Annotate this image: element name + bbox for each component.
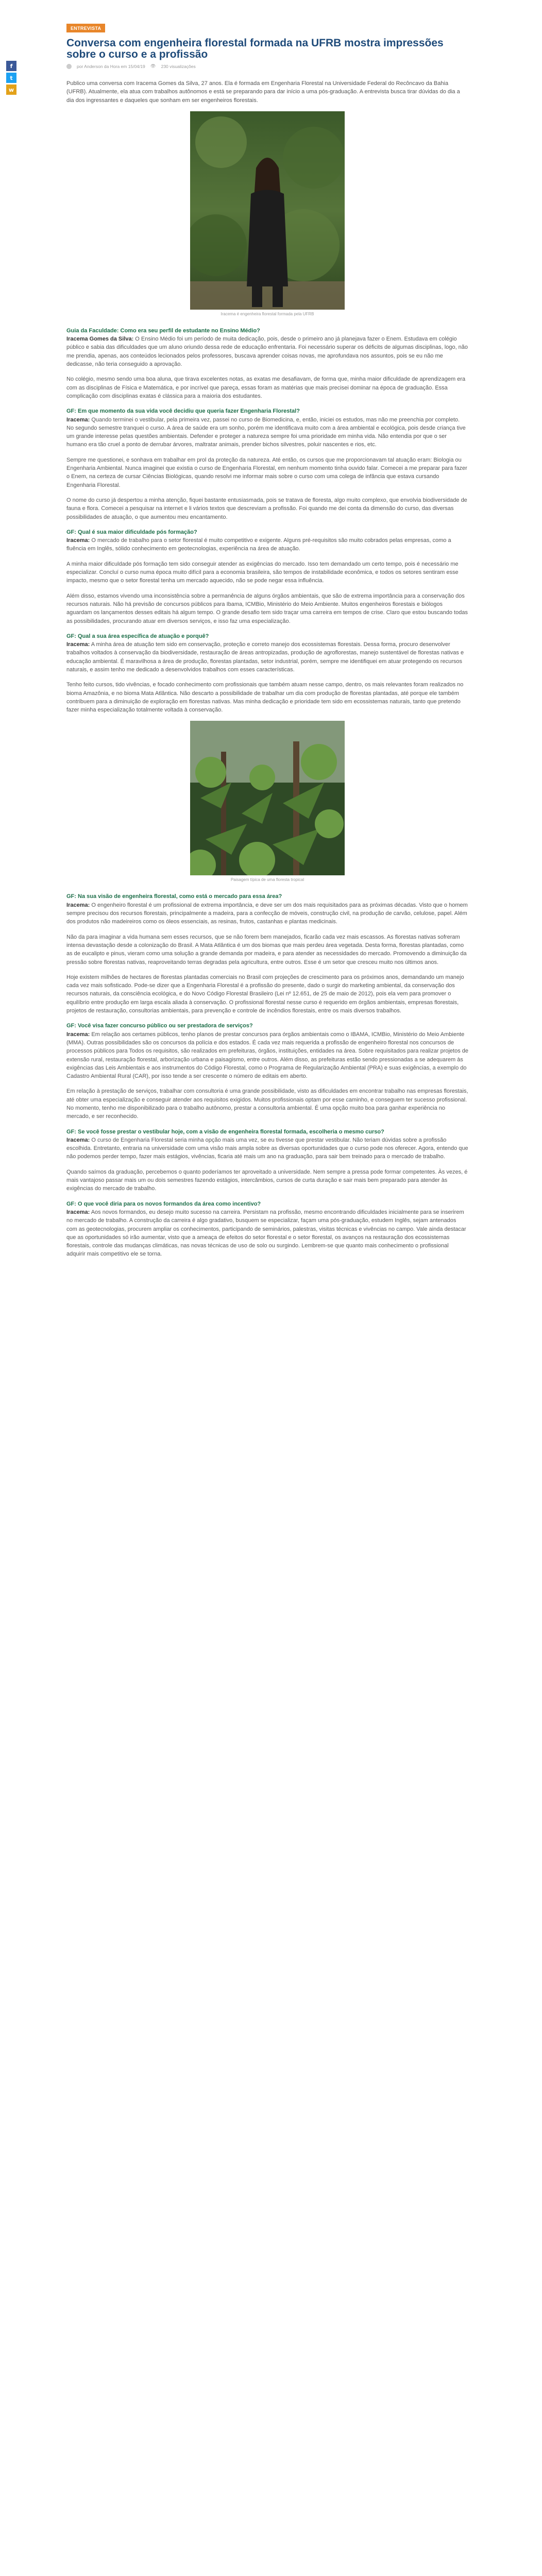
- view-count: 230 visualizações: [161, 63, 196, 69]
- figure-caption: Iracema é engenheira florestal formada pela UFRB: [221, 311, 314, 316]
- interview-paragraph: [66, 528, 468, 553]
- answer-speaker: Iracema:: [66, 1209, 90, 1215]
- answer-text: Além disso, estamos vivendo uma inconsistência sobre a permanência de alguns órgãos ambientais, que são de extrema importância para a conservação dos recursos naturais. Não há previsão de concursos públicos para Ibama, ICMBio, Ministério do Meio Ambiente. Muitos engenheiros florestais e biólogos aguardam os lançamentos desses editais há algum tempo. O grande desafio tem sido traçar uma carreira em tempos de crise. Claro que estou buscando todas as possibilidades, procurando atuar em diversos serviços, e isso faz uma especialização.: [66, 592, 468, 624]
- answer-speaker: Iracema:: [66, 641, 90, 648]
- figure-forest: [66, 721, 468, 882]
- interview-paragraph: [66, 681, 468, 714]
- author-avatar: [66, 64, 72, 69]
- interview-paragraph: [66, 973, 468, 1015]
- interview-paragraph: [66, 933, 468, 967]
- answer-speaker: Iracema:: [66, 416, 90, 423]
- eye-icon: 👁: [150, 63, 156, 69]
- interview-paragraph: [66, 375, 468, 400]
- figure-caption: Paisagem típica de uma floresta tropical: [230, 877, 304, 883]
- interview-paragraph: [66, 592, 468, 625]
- answer-text: A minha área de atuação tem sido em conservação, proteção e correto manejo dos ecossistemas florestais. Dessa forma, procuro desenvolver trabalhos voltados à conservação da biodiversidade, restauração de áreas antropizadas, produção de agroflorestas, manejo sustentável de florestas nativas e educação ambiental. É maravilhosa a área de produção, florestas plantadas, setor industrial, porém, sempre me identifiquei em atuar protegendo os recursos naturais, e assim tenho me dedicado a desenvolvidos trabalhos com esses características.: [66, 641, 464, 673]
- answer-text: Em relação à prestação de serviços, trabalhar com consultoria é uma grande possibilidade, visto as dificuldades em encontrar trabalho nas empresas florestais, até obter uma especialização e conseguir atender aos requisitos exigidos. Muitos profissionais optam por esse caminho, e conseguem ter sucesso profissional. No momento, tenho me disponibilizado para o trabalho autônomo, prestar a consultoria ambiental. É uma opção muito boa para ganhar experiência no mercado, e ser reconhecido.: [66, 1088, 468, 1120]
- interview-paragraph: [66, 1128, 468, 1161]
- question: GF: Em que momento da sua vida você decidiu que queria fazer Engenharia Florestal?: [66, 408, 300, 415]
- interview-section-2: [66, 892, 468, 1258]
- interview-paragraph: [66, 496, 468, 521]
- whatsapp-share-button[interactable]: w: [6, 84, 16, 95]
- interview-paragraph: [66, 327, 468, 368]
- interview-paragraph: [66, 560, 468, 585]
- answer-text: Não da para imaginar a vida humana sem esses recursos, que se não forem bem manejados, ficarão cada vez mais escassos. As florestas nativas sofreram intensa devastação desde a colonização do Brasil. A Mata Atlântica é um dos biomas que mais perdeu área vegetada. Desta forma, florestas plantadas, como as de eucalipto e pinus, vieram como uma solução a grande demanda por madeira, e para atender as necessidades do mercado. Promovendo a diminuição da pressão sobre florestas nativas, reaproveitando terras degradas pela agricultura, entre outros. Esse é um setor que cresceu muito nos últimos anos.: [66, 934, 467, 965]
- interview-paragraph: [66, 1087, 468, 1121]
- question: GF: Se você fosse prestar o vestibular hoje, com a visão de engenheira florestal formada, escolheria o mesmo curso?: [66, 1128, 384, 1135]
- answer-text: A minha maior dificuldade pós formação tem sido conseguir atender as exigências do mercado. Isso tem demandado um certo tempo, pois é necessário me especializar. Concluí o curso numa época muito difícil para a economia brasileira, são tempos de instabilidade econômica, e todos os setores sentiram esse impacto, mesmo que o setor florestal tenha um mercado aquecido, não se pode negar essa influência.: [66, 561, 459, 584]
- intro-paragraph: Publico uma conversa com Iracema Gomes da Silva, 27 anos. Ela é formada em Engenharia Florestal na Universidade Federal do Recôncavo da Bahia (UFRB). Atualmente, ela atua com trabalhos autônomos e está se preparando para dar início a uma pós-graduação. A entrevista busca tirar dúvidas do dia a dia dos ingressantes e daqueles que sonham em ser engenheiros florestais.: [66, 80, 460, 104]
- answer-text: O curso de Engenharia Florestal seria minha opção mais uma vez, se eu tivesse que prestar vestibular. Não teriam dúvidas sobre a profissão escolhida. Entretanto, entraria na universidade com uma visão mais ampla sobre as diversas oportunidades que o curso pode nos oferecer. Agora, entendo que não podemos perder tempo, fazer mais estágios, vivências, ficaria até mais um ano na graduação, para sair bem treinado para o mercado de trabalho.: [66, 1137, 468, 1160]
- interview-paragraph: [66, 1200, 468, 1259]
- answer-speaker: Iracema Gomes da Silva:: [66, 336, 134, 343]
- iracema-photo: [190, 111, 345, 310]
- question: GF: Você visa fazer concurso público ou ser prestadora de serviços?: [66, 1023, 253, 1029]
- answer-text: O mercado de trabalho para o setor florestal é muito competitivo e exigente. Alguns pré-requisitos são muito cobrados pelas empresas, como a fluência em Inglês, sólido conhecimento em geotecnologias, experiência na área de atuação.: [66, 537, 451, 552]
- answer-speaker: Iracema:: [66, 902, 90, 908]
- interview-paragraph: [66, 1168, 468, 1193]
- answer-text: O nome do curso já despertou a minha atenção, fiquei bastante entusiasmada, pois se tratava de floresta, algo muito complexo, que envolvia biodiversidade de fauna e flora. Comecei a pesquisar na internet e li vários textos que descreviam a profissão. Foi quando me dei conta da dimensão do curso, das diversas possibilidades de atuação, o que aumentou meu encantamento.: [66, 497, 467, 520]
- answer-text: O Ensino Médio foi um período de muita dedicação, pois, desde o primeiro ano já planejava fazer o Enem. Estudava em colégio público e sabia das dificuldades que um aluno oriundo dessa rede de educação enfrentaria. Foi necessário superar os déficits de algumas disciplinas, logo, não me prendia, apenas, aos conteúdos lecionados pelos professores, buscava aprender coisas novas, me aprofundava nos assuntos, pois se eu não me dedicasse, não teria conseguido a aprovação.: [66, 336, 468, 368]
- answer-text: O engenheiro florestal é um profissional de extrema importância, e deve ser um dos mais requisitados para as próximas décadas. Visto que o homem sempre precisou dos recursos florestais, principalmente a madeira, para a confecção de móveis, construção civil, na produção de carvão, celulose, papel. Além dos produtos não madeireiros como os óleos essenciais, as resinas, frutos, castanhas e plantas medicinais.: [66, 902, 468, 925]
- answer-text: Quando saímos da graduação, percebemos o quanto poderíamos ter aproveitado a universidade. Nem sempre a pressa pode formar competentes. Às vezes, é mais vantajoso passar mais um ou dois semestres fazendo estágios, intercâmbios, cursos de curta duração e sair mais bem preparado para atender às exigências do mercado de trabalho.: [66, 1168, 468, 1192]
- question: GF: O que você diria para os novos formandos da área como incentivo?: [66, 1200, 261, 1207]
- social-share-bar: [6, 61, 16, 96]
- twitter-share-button[interactable]: t: [6, 73, 16, 83]
- answer-text: Tenho feito cursos, tido vivências, e focado conhecimento com profissionais que também atuam nesse campo, dentro, os mais relevantes foram realizados no bioma Amazônia, e no bioma Mata Atlântica. Não descarto a possibilidade de trabalhar um dia com produção de florestas plantadas, até porque ele também contribuem para a diminuição de exploração em florestas nativas. Mas minha dedicação e prioridade tem sido em ecossistemas naturais, tanto que pretendo fazer minha especialização totalmente voltada à conservação.: [66, 682, 464, 714]
- answer-speaker: Iracema:: [66, 1137, 90, 1143]
- author-date: por Anderson da Hora em 15/04/19: [77, 63, 145, 69]
- question: GF: Qual é sua maior dificuldade pós formação?: [66, 529, 197, 535]
- answer-speaker: Iracema:: [66, 537, 90, 544]
- facebook-share-button[interactable]: f: [6, 61, 16, 71]
- answer-text: Hoje existem milhões de hectares de florestas plantadas comerciais no Brasil com projeções de crescimento para os próximos anos, demandando um manejo cada vez mais sofisticado. Pode-se dizer que a Engenharia Florestal é a profissão do presente, dado o surgir do marketing ambiental, da conservação dos recursos naturais, da consciência ecológica, e do Novo Código Florestal Brasileiro (Lei nº 12.651, de 25 de maio de 2012), pois ela vem para promover o equilíbrio entre produção em larga escala aliada à conservação. O profissional florestal nesse curso é requerido em órgãos ambientais, empresas florestais, projetos de restauração, consultorias ambientais, para prevenção e controle de incêndios florestais, entre os mais diversos trabalhos.: [66, 974, 464, 1014]
- answer-text: Sempre me questionei, e sonhava em trabalhar em prol da proteção da natureza. Até então, os cursos que me proporcionavam tal atuação eram: Biologia ou Engenharia Ambiental. Nunca imaginei que existia o curso de Engenharia Florestal, em nenhum momento tinha ouvido falar. Comecei a me preparar para fazer o Enem, na certeza de cursar Ciências Biológicas, quando resolvi me informar mais sobre o curso com uma colega de infância que estava cursando Engenharia Florestal.: [66, 456, 467, 488]
- interview-section-1: [66, 327, 468, 715]
- interview-paragraph: [66, 1022, 468, 1080]
- interview-paragraph: [66, 407, 468, 449]
- answer-text: Em relação aos certames públicos, tenho planos de prestar concursos para órgãos ambientais como o IBAMA, ICMBio, Ministério do Meio Ambiente (MMA). Outras possibilidades são os concursos da polícia e dos estados. É cada vez mais requerida a profissão de engenheiro florestal nos concursos de processos públicos para Todos os requisitos, são realizados em prefeituras, órgãos, instituições, entidades na área. Sobre requisitados para realizar projetos de extensão rural, restauração florestal, arborização urbana e paisagismo, entre outros. Além disso, as prefeituras estão sendo pressionadas a se adequarem às exigências das Leis Ambientais e aos instrumentos do Código Florestal, como o Programa de Regularização Ambiental (PRA) e suas exigências, a exemplo do Cadastro Ambiental Rural (CAR), por isso tende a ser crescente o número de editais em aberto.: [66, 1031, 469, 1080]
- answer-text: Quando terminei o vestibular, pela primeira vez, passei no curso de Biomedicina, e, então, iniciei os estudos, mas não me preenchia por completo. No segundo semestre tranquei o curso. A área de saúde era um sonho, porém me identificava muito com a área ambiental e ecológica, pois desde criança tive um grande interesse pelas questões ambientais. Defender e proteger a natureza sempre foi uma prioridade em minha vida. Não entendia por que o ser humano era tão cruel a ponto de derrubar árvores, maltratar animais, prender bichos silvestres, poluir nascentes e rios, etc.: [66, 416, 466, 448]
- article-title: Conversa com engenheira florestal formada na UFRB mostra impressões sobre o curso e a profissão: [66, 37, 444, 60]
- interview-paragraph: [66, 892, 468, 926]
- interview-paragraph: [66, 456, 468, 489]
- answer-text: No colégio, mesmo sendo uma boa aluna, que tirava excelentes notas, as exatas me desafiavam, de forma que, minha maior dificuldade de aprendizagem era com as disciplinas de Física e Matemática, e por incrível que pareça, essas foram as matérias que mais precisei dominar na época de graduação. Essa complicação com disciplinas exatas é clássica para a maioria dos estudantes.: [66, 376, 466, 399]
- question: GF: Qual a sua área específica de atuação e porquê?: [66, 633, 209, 639]
- question: GF: Na sua visão de engenheira florestal, como está o mercado para essa área?: [66, 893, 282, 900]
- category-badge[interactable]: ENTREVISTA: [66, 24, 105, 32]
- interview-paragraph: [66, 632, 468, 674]
- article: [66, 0, 468, 1265]
- forest-photo: [190, 721, 345, 875]
- question: Guia da Faculdade: Como era seu perfil de estudante no Ensino Médio?: [66, 327, 260, 334]
- answer-speaker: Iracema:: [66, 1031, 90, 1038]
- figure-iracema: [66, 111, 468, 316]
- byline: [66, 63, 468, 69]
- answer-text: Aos novos formandos, eu desejo muito sucesso na carreira. Persistam na profissão, mesmo encontrando dificuldades inicialmente para se inserirem no mercado de trabalho. A construção da carreira é algo gradativo, busquem se especializar, façam uma pós-graduação, estudem Inglês, sejam antenados com as geotecnologias, procurem ampliar os conhecimentos, participando de seminários, palestras, visitas técnicas e vivências no campo. Vale ainda destacar que as oportunidades só irão aumentar, visto que a ameaça de efeitos do setor florestal e o setor florestal, os avanços na restauração dos ecossistemas florestais, controle das mudanças climáticas, nas novas técnicas de uso de solo ou surgindo. Lembrem-se que quanto mais conhecimento o profissional adquirir mais competitivo ele se torna.: [66, 1209, 466, 1258]
